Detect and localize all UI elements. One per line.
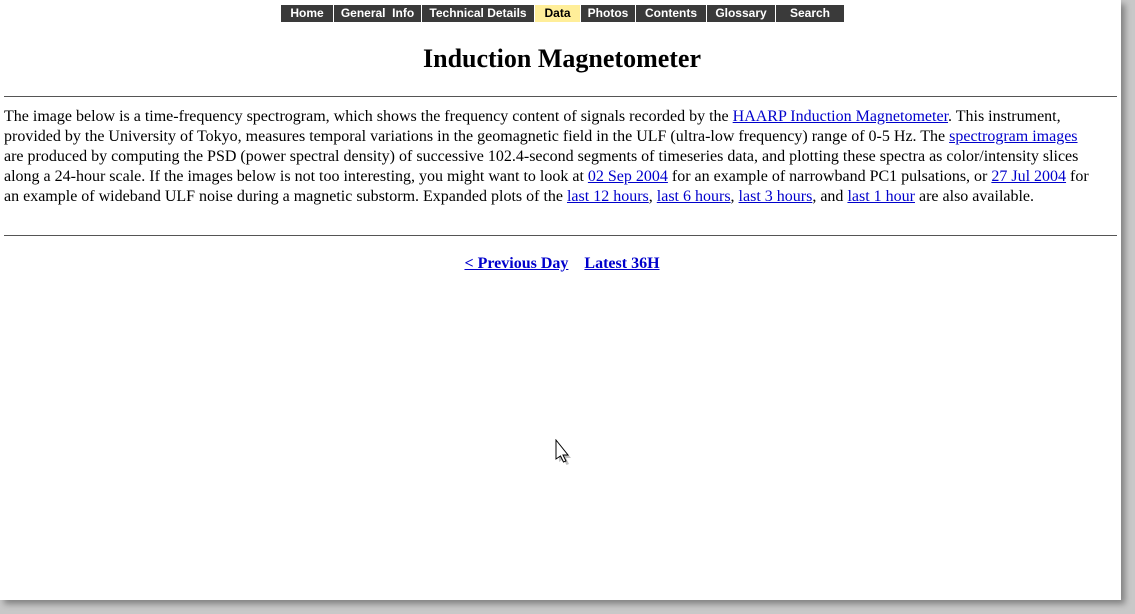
last-6-hours-link[interactable]: last 6 hours: [656, 188, 731, 205]
intro-sep-2: ,: [730, 188, 739, 205]
nav-home[interactable]: Home: [281, 5, 334, 22]
last-1-hour-link[interactable]: last 1 hour: [847, 188, 915, 205]
jul-2004-link[interactable]: 27 Jul 2004: [991, 168, 1067, 185]
top-nav-bar: [281, 5, 844, 22]
day-navigation: [0, 255, 1121, 273]
nav-photos[interactable]: Photos: [581, 5, 636, 22]
nav-data[interactable]: Data: [535, 5, 581, 22]
last-12-hours-link[interactable]: last 12 hours: [566, 188, 649, 205]
intro-paragraph: [4, 107, 1100, 207]
page-title: Induction Magnetometer: [422, 44, 701, 73]
intro-text-1: The image below is a time-frequency spectrogram, which shows the frequency content of signals recorded by the: [4, 108, 733, 125]
nav-technical-details[interactable]: Technical Details: [422, 5, 535, 22]
previous-day-link[interactable]: < Previous Day: [464, 255, 569, 272]
nav-search[interactable]: Search: [776, 5, 844, 22]
nav-glossary[interactable]: Glossary: [707, 5, 776, 22]
spectrogram-images-link[interactable]: spectrogram images: [949, 128, 1078, 145]
nav-general-info[interactable]: General Info: [334, 5, 422, 22]
bottom-divider: [4, 235, 1117, 236]
haarp-magnetometer-link[interactable]: HAARP Induction Magnetometer: [732, 108, 949, 125]
intro-text-5: for an example of wideband ULF noise during a magnetic substorm. Expanded plots of the: [4, 168, 1089, 205]
intro-text-4: for an example of narrowband PC1 pulsations, or: [667, 168, 992, 185]
nav-contents[interactable]: Contents: [636, 5, 707, 22]
top-divider: [4, 96, 1117, 97]
mouse-cursor-icon: [555, 439, 573, 465]
intro-sep-1: ,: [648, 188, 657, 205]
intro-text-3: are produced by computing the PSD (power spectral density) of successive 102.4-second segments of timeseries data, and plotting these spectra as color/intensity slices along a 24-hour scale. If the images below is not too interesting, you might want to look at: [4, 148, 1079, 185]
intro-text-6: , and: [812, 188, 848, 205]
intro-text-2: . This instrument, provided by the University of Tokyo, measures temporal variations in the geomagnetic field in the ULF (ultra-low frequency) range of 0-5 Hz. The: [4, 108, 1061, 145]
sep-2004-link[interactable]: 02 Sep 2004: [587, 168, 668, 185]
latest-36h-link[interactable]: Latest 36H: [584, 255, 660, 272]
last-3-hours-link[interactable]: last 3 hours: [738, 188, 813, 205]
intro-text-7: are also available.: [914, 188, 1035, 205]
